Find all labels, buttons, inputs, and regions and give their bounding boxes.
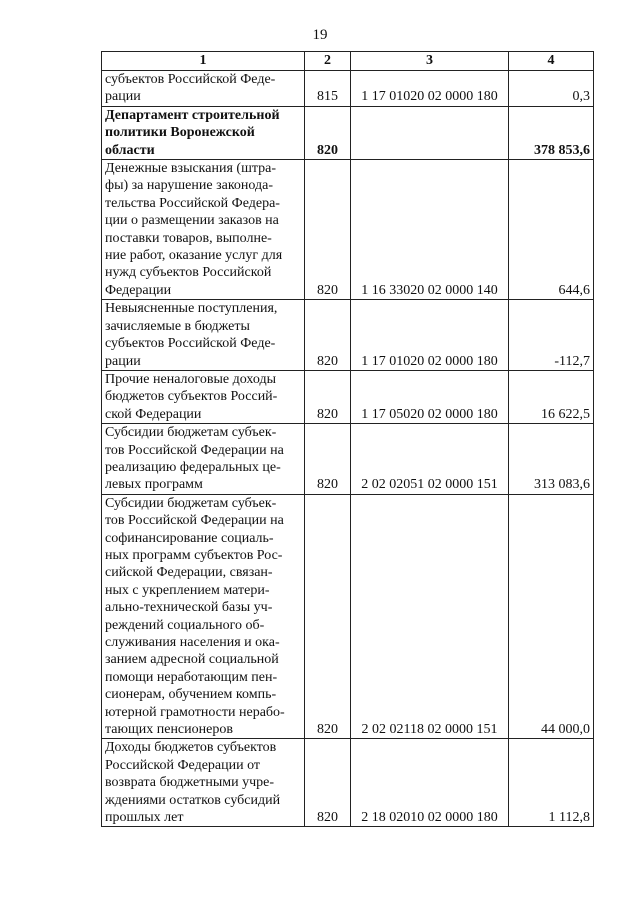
revenue-table xyxy=(101,51,594,827)
column-header: 1 xyxy=(102,52,305,71)
row-classification-code: 2 18 02010 02 0000 180 xyxy=(351,739,509,827)
row-classification-code: 1 17 01020 02 0000 180 xyxy=(351,300,509,371)
table-row xyxy=(102,370,594,423)
row-amount: 313 083,6 xyxy=(509,424,594,495)
row-admin-code: 820 xyxy=(305,300,351,371)
table-row xyxy=(102,300,594,371)
row-name: Доходы бюджетов субъектов Российской Федерации от возврата бюджетными учре- ждениями остатков субсидий прошлых лет xyxy=(102,739,305,827)
row-name: Департамент строительной политики Воронежской области xyxy=(102,106,305,159)
row-amount: 44 000,0 xyxy=(509,494,594,739)
row-amount: 16 622,5 xyxy=(509,370,594,423)
row-amount: 378 853,6 xyxy=(509,106,594,159)
column-header: 3 xyxy=(351,52,509,71)
table-row xyxy=(102,106,594,159)
row-classification-code: 1 17 01020 02 0000 180 xyxy=(351,71,509,107)
table-header-row xyxy=(102,52,594,71)
row-amount: -112,7 xyxy=(509,300,594,371)
table-row xyxy=(102,424,594,495)
row-classification-code: 2 02 02118 02 0000 151 xyxy=(351,494,509,739)
table-row xyxy=(102,494,594,739)
row-admin-code: 820 xyxy=(305,424,351,495)
row-classification-code: 1 16 33020 02 0000 140 xyxy=(351,160,509,300)
row-classification-code xyxy=(351,106,509,159)
column-header: 4 xyxy=(509,52,594,71)
row-admin-code: 820 xyxy=(305,160,351,300)
row-name: Субсидии бюджетам субъек- тов Российской Федерации на софинансирование социаль- ных программ субъектов Рос- сийской Федерации, связан- ных с укреплением матери- ально-технической базы уч- реждений социального об- служивания населения и ока- занием адресной социальной помощи неработающим пен- сионерам, обучением компь- ютерной грамотности нерабо- тающих пенсионеров xyxy=(102,494,305,739)
page-number: 19 xyxy=(312,27,328,43)
row-amount: 0,3 xyxy=(509,71,594,107)
row-admin-code: 820 xyxy=(305,370,351,423)
row-admin-code: 820 xyxy=(305,494,351,739)
row-name: субъектов Российской Феде- рации xyxy=(102,71,305,107)
row-name: Денежные взыскания (штра- фы) за нарушение законода- тельства Российской Федера- ции о размещении заказов на поставки товаров, выполне- ние работ, оказание услуг для нужд субъектов Российской Федерации xyxy=(102,160,305,300)
row-amount: 644,6 xyxy=(509,160,594,300)
table-row xyxy=(102,739,594,827)
row-amount: 1 112,8 xyxy=(509,739,594,827)
row-name: Субсидии бюджетам субъек- тов Российской Федерации на реализацию федеральных це- левых программ xyxy=(102,424,305,495)
row-admin-code: 815 xyxy=(305,71,351,107)
table-row xyxy=(102,71,594,107)
column-header: 2 xyxy=(305,52,351,71)
table-row xyxy=(102,160,594,300)
row-name: Прочие неналоговые доходы бюджетов субъектов Россий- ской Федерации xyxy=(102,370,305,423)
row-classification-code: 2 02 02051 02 0000 151 xyxy=(351,424,509,495)
row-admin-code: 820 xyxy=(305,106,351,159)
row-admin-code: 820 xyxy=(305,739,351,827)
row-name: Невыясненные поступления, зачисляемые в бюджеты субъектов Российской Феде- рации xyxy=(102,300,305,371)
row-classification-code: 1 17 05020 02 0000 180 xyxy=(351,370,509,423)
